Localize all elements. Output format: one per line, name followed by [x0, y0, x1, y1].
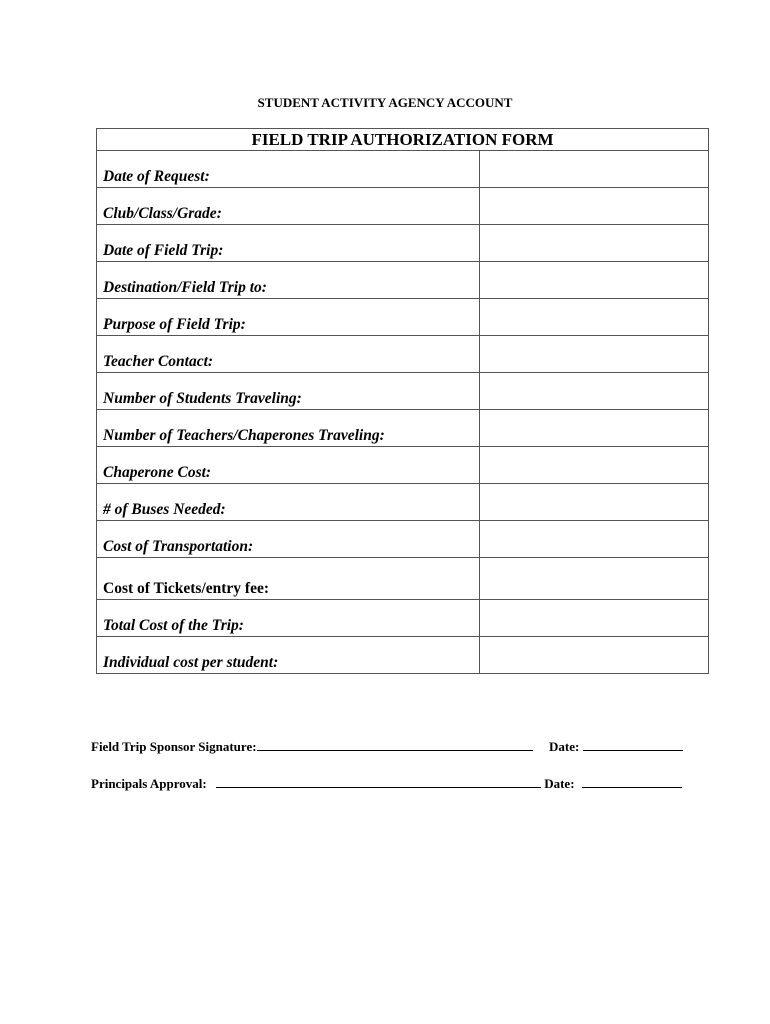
field-label: Date of Field Trip: — [103, 242, 224, 259]
field-label-cell — [97, 336, 480, 373]
field-value-input[interactable] — [479, 299, 708, 336]
field-label-cell — [97, 410, 480, 447]
form-row — [97, 410, 709, 447]
field-label: Purpose of Field Trip: — [103, 316, 246, 333]
form-title: FIELD TRIP AUTHORIZATION FORM — [97, 129, 709, 151]
form-row — [97, 151, 709, 188]
field-value-input[interactable] — [479, 373, 708, 410]
field-value-input[interactable] — [479, 484, 708, 521]
field-value-input[interactable] — [479, 637, 708, 674]
sponsor-signature-line — [91, 738, 683, 755]
document-header: STUDENT ACTIVITY AGENCY ACCOUNT — [257, 95, 513, 110]
sponsor-signature-label: Field Trip Sponsor Signature: — [91, 739, 257, 754]
field-label-cell — [97, 151, 480, 188]
form-row — [97, 521, 709, 558]
sponsor-date-label: Date: — [549, 739, 580, 754]
field-label-cell — [97, 225, 480, 262]
field-label: Teacher Contact: — [103, 353, 214, 370]
field-label-cell — [97, 558, 480, 600]
field-label: Number of Teachers/Chaperones Traveling: — [103, 427, 385, 444]
field-label: Individual cost per student: — [103, 654, 279, 671]
field-label-cell — [97, 262, 480, 299]
field-value-input[interactable] — [479, 558, 708, 600]
field-label-cell — [97, 299, 480, 336]
field-label: Date of Request: — [103, 168, 210, 185]
sponsor-date-field[interactable] — [583, 738, 683, 751]
principal-approval-label: Principals Approval: — [91, 776, 207, 791]
field-value-input[interactable] — [479, 188, 708, 225]
field-value-input[interactable] — [479, 410, 708, 447]
form-title-row — [97, 129, 709, 151]
field-label: Cost of Transportation: — [103, 538, 254, 555]
form-row — [97, 447, 709, 484]
authorization-form-table — [96, 128, 709, 674]
field-label-cell — [97, 373, 480, 410]
form-row — [97, 637, 709, 674]
field-label-cell — [97, 637, 480, 674]
form-row — [97, 558, 709, 600]
form-row — [97, 373, 709, 410]
principal-approval-line — [91, 775, 682, 792]
field-label-cell — [97, 484, 480, 521]
form-row — [97, 484, 709, 521]
field-value-input[interactable] — [479, 262, 708, 299]
field-label-cell — [97, 600, 480, 637]
field-value-input[interactable] — [479, 521, 708, 558]
sponsor-signature-field[interactable] — [257, 738, 533, 751]
principal-approval-field[interactable] — [216, 775, 541, 788]
principal-date-field[interactable] — [582, 775, 682, 788]
form-row — [97, 299, 709, 336]
field-label-cell — [97, 521, 480, 558]
field-value-input[interactable] — [479, 447, 708, 484]
field-label: Destination/Field Trip to: — [103, 279, 267, 296]
field-label: Total Cost of the Trip: — [103, 617, 244, 634]
field-label: Club/Class/Grade: — [103, 205, 222, 222]
form-row — [97, 600, 709, 637]
field-label: Chaperone Cost: — [103, 464, 212, 481]
form-row — [97, 188, 709, 225]
field-label: # of Buses Needed: — [103, 501, 226, 518]
field-label: Number of Students Traveling: — [103, 390, 302, 407]
field-label-cell — [97, 188, 480, 225]
form-row — [97, 336, 709, 373]
field-label-cell — [97, 447, 480, 484]
form-row — [97, 262, 709, 299]
field-value-input[interactable] — [479, 336, 708, 373]
field-value-input[interactable] — [479, 600, 708, 637]
form-row — [97, 225, 709, 262]
field-value-input[interactable] — [479, 225, 708, 262]
field-label: Cost of Tickets/entry fee: — [103, 580, 270, 597]
field-value-input[interactable] — [479, 151, 708, 188]
principal-date-label: Date: — [544, 776, 575, 791]
